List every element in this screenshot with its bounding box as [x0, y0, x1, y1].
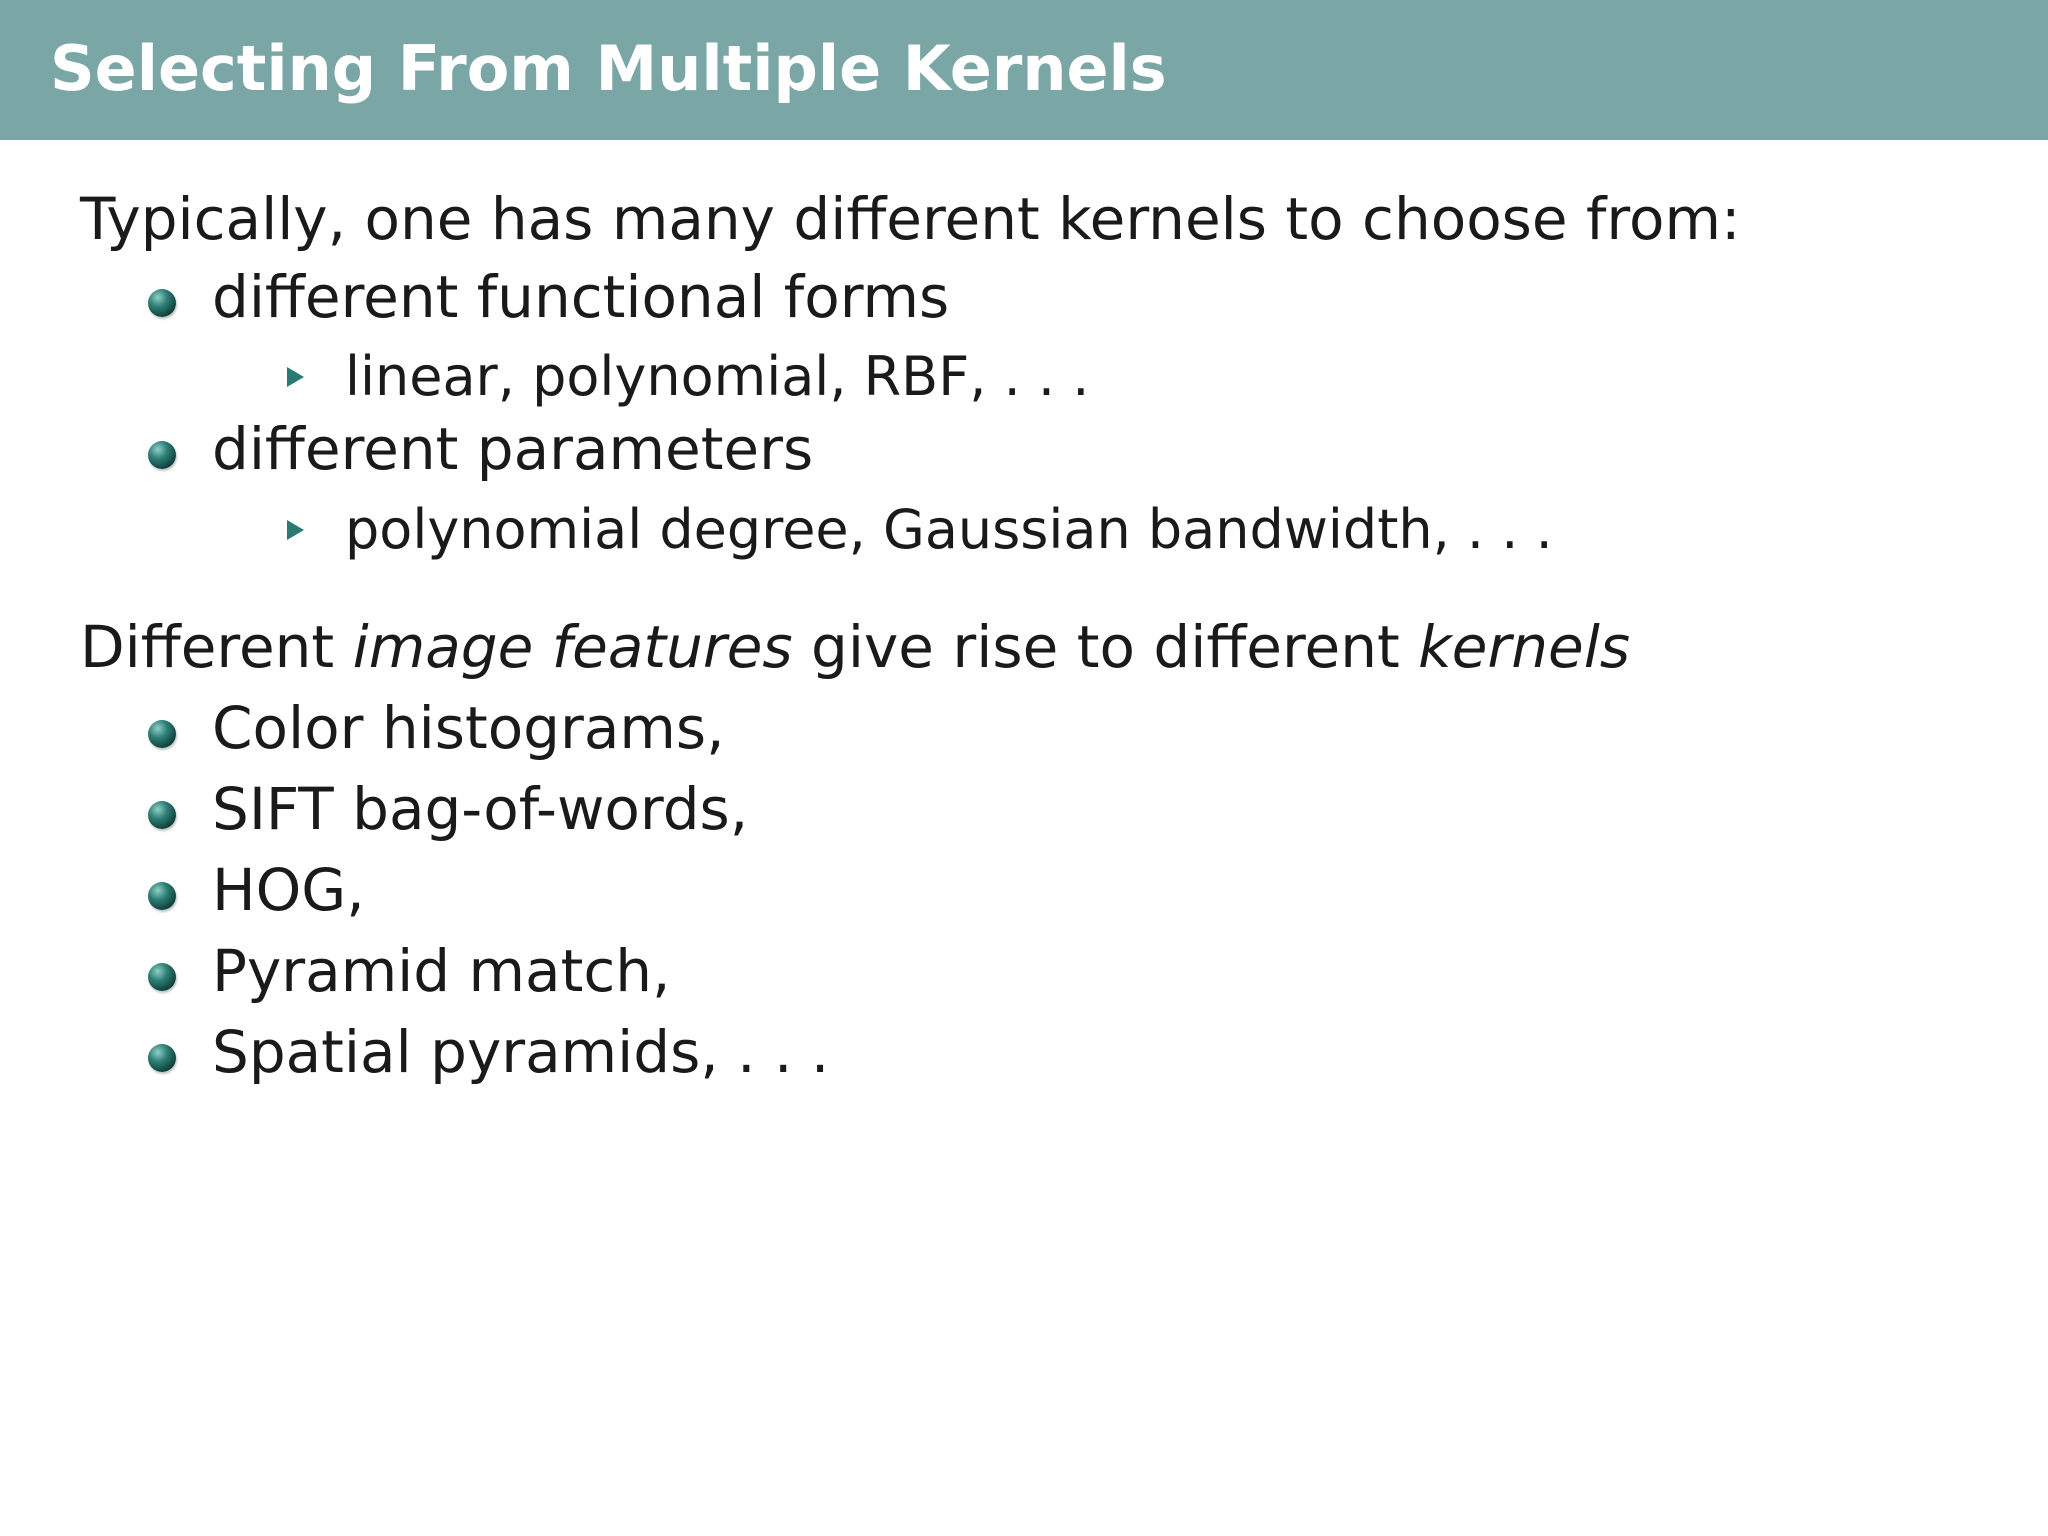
section2-intro-start: Different — [80, 613, 353, 681]
triangle-bullet-icon — [287, 367, 304, 387]
sub-item-parameters-examples: polynomial degree, Gaussian bandwidth, . . . — [345, 498, 1553, 561]
section2-intro-emphasis-kernels: kernels — [1418, 613, 1631, 681]
list-item-hog: HOG, — [212, 856, 365, 924]
list-item-sift: SIFT bag-of-words, — [212, 775, 749, 843]
list-item-parameters: different parameters — [212, 415, 814, 483]
sphere-bullet-icon — [148, 882, 176, 910]
slide-title-bar — [0, 0, 2048, 140]
sphere-bullet-icon — [148, 1044, 176, 1072]
sphere-bullet-icon — [148, 720, 176, 748]
triangle-bullet-icon — [287, 520, 304, 540]
list-item-color-histograms: Color histograms, — [212, 694, 725, 762]
section2-intro-middle: give rise to different — [792, 613, 1419, 681]
sub-item-forms-examples: linear, polynomial, RBF, . . . — [345, 345, 1090, 408]
sphere-bullet-icon — [148, 963, 176, 991]
slide-title: Selecting From Multiple Kernels — [50, 32, 1167, 105]
sphere-bullet-icon — [148, 801, 176, 829]
sphere-bullet-icon — [148, 289, 176, 317]
section2-intro-emphasis-image-features: image features — [352, 613, 793, 681]
sphere-bullet-icon — [148, 441, 176, 469]
list-item-functional-forms: different functional forms — [212, 263, 950, 331]
list-item-pyramid-match: Pyramid match, — [212, 937, 671, 1005]
section2-intro — [80, 613, 1631, 681]
list-item-spatial-pyramids: Spatial pyramids, . . . — [212, 1018, 830, 1086]
section1-intro: Typically, one has many different kernels to choose from: — [80, 185, 1741, 253]
